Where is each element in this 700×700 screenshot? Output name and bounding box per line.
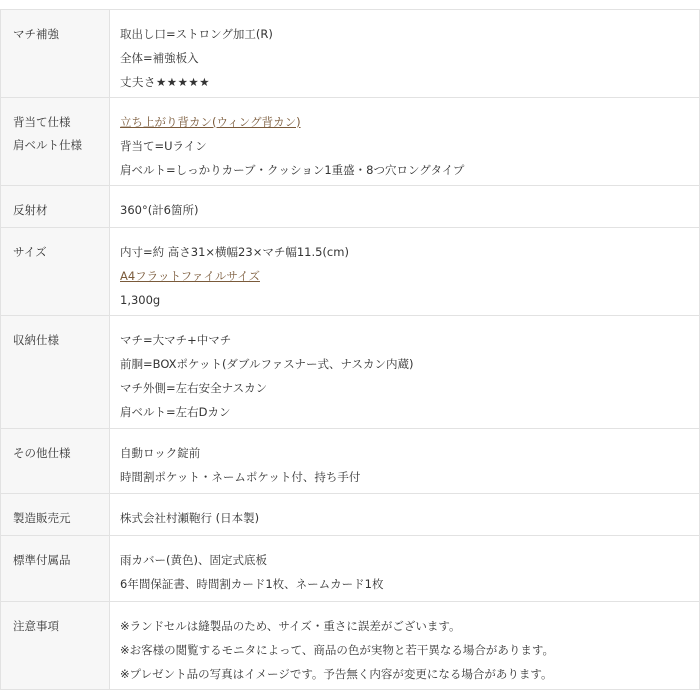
spec-row-reflector: [1, 186, 700, 228]
spec-value-cell: [110, 429, 700, 494]
spec-value-line: マチ=大マチ+中マチ: [120, 333, 232, 347]
spec-label: 肩ベルト仕様: [13, 138, 82, 152]
spec-label-cell: [1, 536, 110, 602]
spec-value-cell: [110, 10, 700, 98]
spec-label: 背当て仕様: [13, 115, 71, 129]
spec-value-line: 取出し口=ストロング加工(R): [120, 27, 273, 41]
spec-row-size: [1, 228, 700, 316]
spec-label-cell: [1, 10, 110, 98]
spec-value-cell: [110, 494, 700, 536]
spec-value-line: 360°(計6箇所): [120, 203, 199, 217]
spec-value-line: マチ外側=左右安全ナスカン: [120, 381, 268, 395]
spec-value-line: 6年間保証書、時間割カード1枚、ネームカード1枚: [120, 577, 384, 591]
spec-label: 収納仕様: [13, 333, 59, 347]
spec-value-cell: [110, 98, 700, 186]
notice-line: ※お客様の閲覧するモニタによって、商品の色が実物と若干異なる場合があります。: [120, 643, 554, 657]
spec-value-line: 肩ベルト=しっかりカーブ・クッション1重盛・8つ穴ロングタイプ: [120, 163, 465, 177]
spec-value-line: 雨カバー(黄色)、固定式底板: [120, 553, 267, 567]
spec-label-cell: [1, 316, 110, 429]
spec-value-line: 時間割ポケット・ネームポケット付、持ち手付: [120, 470, 361, 484]
spec-value-line: 全体=補強板入: [120, 51, 199, 65]
spec-row-back-and-strap: [1, 98, 700, 186]
spec-label: その他仕様: [13, 446, 71, 460]
spec-row-storage: [1, 316, 700, 429]
spec-value-cell: [110, 186, 700, 228]
spec-label-cell: [1, 186, 110, 228]
spec-value-cell: [110, 228, 700, 316]
spec-label: 反射材: [13, 203, 48, 217]
spec-row-gusset-reinforcement: [1, 10, 700, 98]
spec-label-cell: [1, 429, 110, 494]
notice-line: ※ランドセルは縫製品のため、サイズ・重さに誤差がございます。: [120, 619, 461, 633]
spec-row-accessories: [1, 536, 700, 602]
spec-label: マチ補強: [13, 27, 59, 41]
spec-label-cell: [1, 494, 110, 536]
spec-value-line: 自動ロック錠前: [120, 446, 201, 460]
spec-row-notes: [1, 602, 700, 690]
spec-value-line: 前胴=BOXポケット(ダブルファスナー式、ナスカン内蔵): [120, 357, 414, 371]
spec-row-other: [1, 429, 700, 494]
spec-value-line: 背当て=Uライン: [120, 139, 207, 153]
a4-file-size-link[interactable]: A4フラットファイルサイズ: [120, 269, 260, 283]
spec-label-cell: [1, 98, 110, 186]
wing-back-link[interactable]: 立ち上がり背カン(ウィング背カン): [120, 115, 301, 129]
spec-label: 標準付属品: [13, 553, 71, 567]
spec-value-cell: [110, 536, 700, 602]
spec-label: 注意事項: [13, 619, 59, 633]
spec-label: サイズ: [13, 245, 47, 259]
spec-value-line: 肩ベルト=左右Dカン: [120, 405, 231, 419]
spec-value-line: 1,300g: [120, 293, 161, 307]
spec-table: [0, 9, 700, 690]
spec-label-cell: [1, 602, 110, 690]
spec-value-cell: [110, 602, 700, 690]
spec-value-line: 内寸=約 高さ31×横幅23×マチ幅11.5(cm): [120, 245, 349, 259]
spec-row-manufacturer: [1, 494, 700, 536]
spec-label-cell: [1, 228, 110, 316]
spec-value-line: 株式会社村瀬鞄行 (日本製): [120, 511, 260, 525]
durability-rating: 丈夫さ★★★★★: [120, 75, 211, 89]
notice-line: ※プレゼント品の写真はイメージです。予告無く内容が変更になる場合があります。: [120, 667, 553, 681]
spec-label: 製造販売元: [13, 511, 71, 525]
spec-value-cell: [110, 316, 700, 429]
